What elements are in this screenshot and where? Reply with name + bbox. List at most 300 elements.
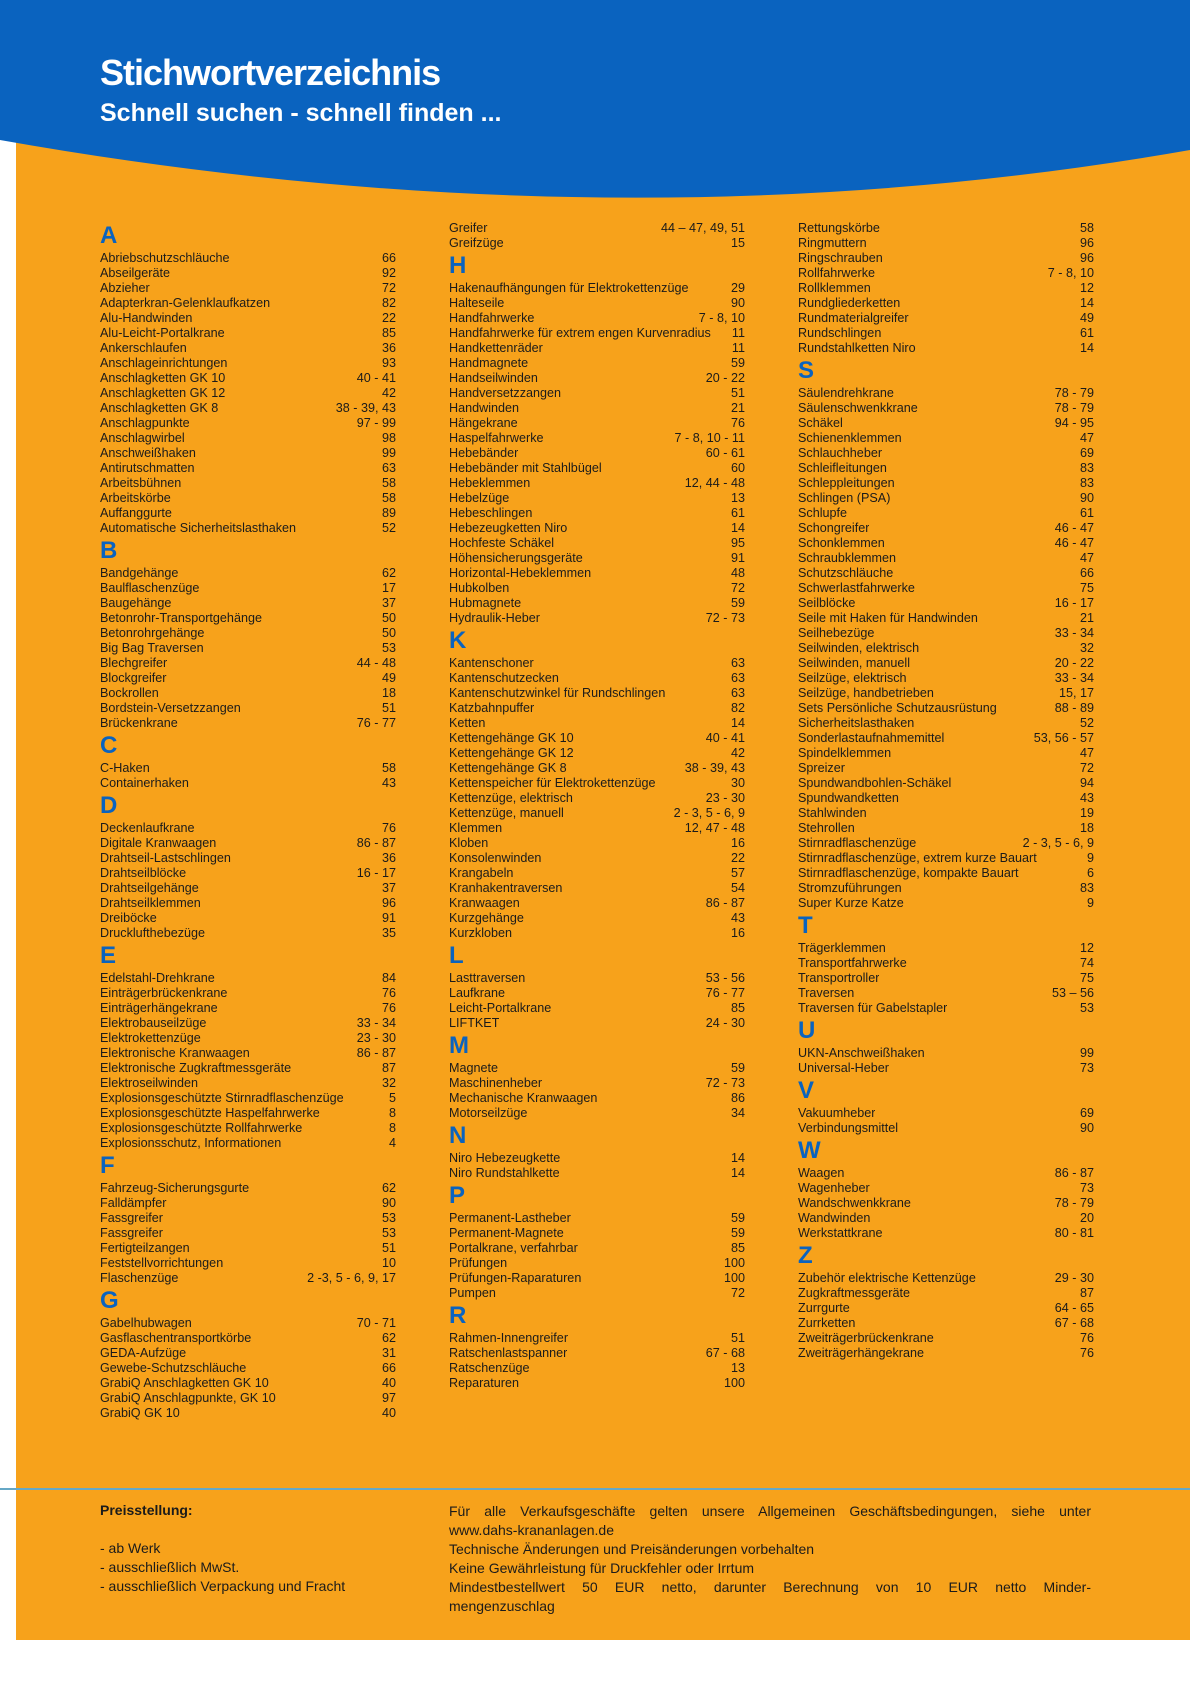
index-entry: [449, 836, 745, 851]
index-entry: [798, 566, 1094, 581]
entry-term: Traversen: [798, 986, 855, 1000]
index-entry: [100, 326, 396, 341]
index-entry: [449, 656, 745, 671]
index-entry: [449, 1016, 745, 1031]
entry-pages: 72: [1079, 761, 1094, 775]
entry-term: Werkstattkrane: [798, 1226, 883, 1240]
entry-term: Fahrzeug-Sicherungsgurte: [100, 1181, 250, 1195]
entry-term: Rettungskörbe: [798, 221, 880, 235]
entry-term: Stahlwinden: [798, 806, 867, 820]
index-entry: [100, 281, 396, 296]
entry-term: Portalkrane, verfahrbar: [449, 1241, 578, 1255]
index-entry: [100, 836, 396, 851]
index-entry: [100, 641, 396, 656]
index-entry: [798, 1211, 1094, 1226]
entry-term: Traversen für Gabelstapler: [798, 1001, 948, 1015]
section-letter: C: [100, 732, 118, 759]
index-entry: [449, 401, 745, 416]
entry-term: Ringschrauben: [798, 251, 883, 265]
entry-pages: 75: [1079, 581, 1094, 595]
entry-term: Kettengehänge GK 12: [449, 746, 574, 760]
entry-pages: 75: [1079, 971, 1094, 985]
index-entry: [798, 1061, 1094, 1076]
entry-pages: 33 - 34: [1054, 626, 1094, 640]
index-entry: [798, 1121, 1094, 1136]
entry-term: Hochfeste Schäkel: [449, 536, 555, 550]
entry-term: Zurrgurte: [798, 1301, 850, 1315]
entry-pages: 85: [730, 1241, 745, 1255]
index-entry: [100, 1106, 396, 1121]
index-entry: [449, 416, 745, 431]
entry-term: Verbindungsmittel: [798, 1121, 899, 1135]
entry-term: Wandschwenkkrane: [798, 1196, 911, 1210]
entry-term: Permanent-Lastheber: [449, 1211, 571, 1225]
entry-pages: 42: [381, 386, 396, 400]
entry-pages: 64 - 65: [1054, 1301, 1094, 1315]
entry-term: Alu-Handwinden: [100, 311, 193, 325]
index-entry: [798, 641, 1094, 656]
entry-pages: 86 - 87: [356, 836, 396, 850]
index-entry: [449, 1211, 745, 1226]
index-entry: [100, 431, 396, 446]
entry-term: Horizontal-Hebeklemmen: [449, 566, 592, 580]
entry-pages: 42: [730, 746, 745, 760]
index-entry: [798, 731, 1094, 746]
index-entry: [100, 461, 396, 476]
entry-pages: 90: [1079, 491, 1094, 505]
entry-term: Zweiträgerhängekrane: [798, 1346, 925, 1360]
entry-term: Arbeitsbühnen: [100, 476, 182, 490]
section-letter: G: [100, 1287, 119, 1314]
entry-pages: 50: [381, 611, 396, 625]
index-entry: [100, 1316, 396, 1331]
entry-pages: 82: [730, 701, 745, 715]
index-entry: [100, 1001, 396, 1016]
entry-term: Flaschenzüge: [100, 1271, 179, 1285]
entry-term: Waagen: [798, 1166, 845, 1180]
entry-pages: 82: [381, 296, 396, 310]
index-entry: [100, 1241, 396, 1256]
entry-term: Brückenkrane: [100, 716, 178, 730]
entry-pages: 23 - 30: [356, 1031, 396, 1045]
index-entry: [798, 1106, 1094, 1121]
entry-term: Gasflaschentransportkörbe: [100, 1331, 252, 1345]
index-entry: [100, 656, 396, 671]
entry-term: Kurzgehänge: [449, 911, 524, 925]
entry-term: Hebeklemmen: [449, 476, 531, 490]
entry-term: Schleifleitungen: [798, 461, 887, 475]
entry-pages: 86: [730, 1091, 745, 1105]
entry-term: Prüfungen: [449, 1256, 508, 1270]
entry-pages: 40: [381, 1376, 396, 1390]
entry-pages: 86 - 87: [1054, 1166, 1094, 1180]
entry-pages: 14: [730, 521, 745, 535]
entry-term: Drucklufthebezüge: [100, 926, 206, 940]
section-letter: K: [449, 627, 467, 654]
index-entry: [798, 1226, 1094, 1241]
index-entry: [449, 536, 745, 551]
entry-pages: 74: [1079, 956, 1094, 970]
index-entry: [100, 776, 396, 791]
price-term-item: - ausschließlich MwSt.: [100, 1559, 240, 1575]
entry-term: Gabelhubwagen: [100, 1316, 192, 1330]
entry-pages: 14: [730, 716, 745, 730]
index-entry: [798, 611, 1094, 626]
entry-pages: 59: [730, 1211, 745, 1225]
entry-pages: 62: [381, 1181, 396, 1195]
entry-pages: 15, 17: [1058, 686, 1094, 700]
index-entry: [798, 1001, 1094, 1016]
entry-pages: 86 - 87: [356, 1046, 396, 1060]
entry-pages: 83: [1079, 476, 1094, 490]
entry-pages: 13: [730, 491, 745, 505]
entry-pages: 53, 56 - 57: [1033, 731, 1094, 745]
entry-term: Niro Rundstahlkette: [449, 1166, 560, 1180]
entry-term: Edelstahl-Drehkrane: [100, 971, 215, 985]
index-entry: [100, 1361, 396, 1376]
entry-term: Einträgerbrückenkrane: [100, 986, 228, 1000]
entry-pages: 5: [388, 1091, 396, 1105]
entry-pages: 46 - 47: [1054, 536, 1094, 550]
index-entry: [798, 1286, 1094, 1301]
index-entry: [449, 446, 745, 461]
entry-term: Fassgreifer: [100, 1211, 163, 1225]
entry-term: Mechanische Kranwaagen: [449, 1091, 598, 1105]
entry-pages: 33 - 34: [356, 1016, 396, 1030]
entry-term: GEDA-Aufzüge: [100, 1346, 187, 1360]
entry-pages: 22: [381, 311, 396, 325]
entry-term: Elektrobauseilzüge: [100, 1016, 207, 1030]
index-entry: [798, 881, 1094, 896]
entry-pages: 99: [1079, 1046, 1094, 1060]
entry-pages: 97: [381, 1391, 396, 1405]
entry-term: Schienenklemmen: [798, 431, 902, 445]
index-entry: [100, 251, 396, 266]
index-entry: [798, 236, 1094, 251]
entry-pages: 58: [1079, 221, 1094, 235]
index-entry: [449, 1331, 745, 1346]
entry-pages: 100: [723, 1271, 745, 1285]
index-entry: [449, 1286, 745, 1301]
index-entry: [100, 506, 396, 521]
index-entry: [449, 296, 745, 311]
index-entry: [449, 701, 745, 716]
entry-pages: 83: [1079, 461, 1094, 475]
entry-term: Auffanggurte: [100, 506, 172, 520]
index-entry: [100, 1091, 396, 1106]
index-entry: [100, 1256, 396, 1271]
entry-pages: 76: [1079, 1346, 1094, 1360]
entry-term: Schlupfe: [798, 506, 848, 520]
index-entry: [449, 221, 745, 236]
index-entry: [449, 236, 745, 251]
index-entry: [798, 1331, 1094, 1346]
entry-term: Elektrokettenzüge: [100, 1031, 201, 1045]
entry-term: Anschlageinrichtungen: [100, 356, 228, 370]
index-entry: [798, 1196, 1094, 1211]
index-entry: [100, 821, 396, 836]
entry-term: Big Bag Traversen: [100, 641, 204, 655]
entry-pages: 52: [1079, 716, 1094, 730]
entry-pages: 35: [381, 926, 396, 940]
index-entry: [798, 536, 1094, 551]
entry-pages: 53: [381, 1211, 396, 1225]
entry-term: Krangabeln: [449, 866, 514, 880]
index-entry: [100, 1061, 396, 1076]
index-column-1: [100, 221, 396, 1421]
entry-pages: 59: [730, 1061, 745, 1075]
section-letter: N: [449, 1122, 467, 1149]
entry-term: Schäkel: [798, 416, 843, 430]
entry-term: Betonrohr-Transportgehänge: [100, 611, 262, 625]
entry-term: C-Haken: [100, 761, 150, 775]
entry-pages: 62: [381, 566, 396, 580]
entry-pages: 51: [730, 386, 745, 400]
entry-term: Handfahrwerke: [449, 311, 535, 325]
entry-term: Hakenaufhängungen für Elektrokettenzüge: [449, 281, 689, 295]
entry-term: Elektronische Kranwaagen: [100, 1046, 250, 1060]
entry-pages: 16: [730, 836, 745, 850]
entry-pages: 66: [381, 251, 396, 265]
entry-pages: 9: [1086, 851, 1094, 865]
entry-pages: 96: [1079, 251, 1094, 265]
section-letter: U: [798, 1017, 816, 1044]
index-entry: [798, 866, 1094, 881]
index-entry: [100, 716, 396, 731]
entry-term: Magnete: [449, 1061, 499, 1075]
legal-notes: [449, 1502, 1091, 1616]
entry-term: Haspelfahrwerke: [449, 431, 544, 445]
index-entry: [449, 911, 745, 926]
entry-term: Lasttraversen: [449, 971, 526, 985]
section-letter: S: [798, 357, 815, 384]
entry-pages: 76: [381, 986, 396, 1000]
index-entry: [798, 836, 1094, 851]
index-entry: [449, 806, 745, 821]
index-entry: [798, 326, 1094, 341]
entry-term: Sonderlastaufnahmemittel: [798, 731, 945, 745]
entry-term: Greifzüge: [449, 236, 504, 250]
warranty-notice: Keine Gewährleistung für Druckfehler oder Irrtum: [449, 1560, 755, 1576]
entry-pages: 33 - 34: [1054, 671, 1094, 685]
index-entry: [449, 611, 745, 626]
entry-term: Handmagnete: [449, 356, 529, 370]
entry-pages: 95: [730, 536, 745, 550]
entry-term: Säulendrehkrane: [798, 386, 894, 400]
entry-pages: 49: [381, 671, 396, 685]
entry-term: Baugehänge: [100, 596, 172, 610]
entry-pages: 32: [1079, 641, 1094, 655]
index-entry: [798, 221, 1094, 236]
index-entry: [449, 821, 745, 836]
entry-term: Rundgliederketten: [798, 296, 901, 310]
entry-pages: 96: [381, 896, 396, 910]
index-entry: [449, 1241, 745, 1256]
index-entry: [100, 896, 396, 911]
entry-pages: 43: [381, 776, 396, 790]
entry-term: Antirutschmatten: [100, 461, 195, 475]
entry-term: Blechgreifer: [100, 656, 168, 670]
entry-term: Rollklemmen: [798, 281, 871, 295]
index-entry: [100, 266, 396, 281]
entry-pages: 44 – 47, 49, 51: [660, 221, 745, 235]
index-entry: [798, 281, 1094, 296]
entry-term: Elektroseilwinden: [100, 1076, 199, 1090]
entry-term: Laufkrane: [449, 986, 506, 1000]
index-entry: [798, 596, 1094, 611]
index-entry: [798, 1301, 1094, 1316]
index-entry: [798, 971, 1094, 986]
index-entry: [798, 626, 1094, 641]
entry-term: Handseilwinden: [449, 371, 538, 385]
entry-pages: 37: [381, 596, 396, 610]
index-entry: [100, 1346, 396, 1361]
index-entry: [100, 611, 396, 626]
entry-pages: 40 - 41: [705, 731, 745, 745]
index-entry: [100, 866, 396, 881]
entry-pages: 12: [1079, 941, 1094, 955]
price-terms: [100, 1502, 400, 1596]
index-column-3: [798, 221, 1094, 1361]
entry-pages: 36: [381, 341, 396, 355]
entry-pages: 40 - 41: [356, 371, 396, 385]
section-letter: W: [798, 1137, 821, 1164]
entry-pages: 76 - 77: [705, 986, 745, 1000]
entry-pages: 14: [730, 1166, 745, 1180]
entry-term: Katzbahnpuffer: [449, 701, 535, 715]
entry-term: Feststellvorrichtungen: [100, 1256, 224, 1270]
index-entry: [798, 746, 1094, 761]
index-entry: [100, 881, 396, 896]
index-entry: [100, 581, 396, 596]
entry-pages: 63: [730, 686, 745, 700]
entry-term: Seilwinden, elektrisch: [798, 641, 920, 655]
index-entry: [798, 251, 1094, 266]
entry-pages: 61: [730, 506, 745, 520]
price-term-item: - ab Werk: [100, 1540, 161, 1556]
entry-pages: 93: [381, 356, 396, 370]
index-column-2: [449, 221, 745, 1391]
index-entry: [449, 986, 745, 1001]
entry-pages: 12, 44 - 48: [684, 476, 745, 490]
entry-pages: 16: [730, 926, 745, 940]
entry-term: Konsolenwinden: [449, 851, 542, 865]
index-entry: [100, 296, 396, 311]
entry-term: Hebezeugketten Niro: [449, 521, 568, 535]
index-entry: [100, 761, 396, 776]
entry-term: Falldämpfer: [100, 1196, 167, 1210]
index-entry: [798, 521, 1094, 536]
entry-pages: 97 - 99: [356, 416, 396, 430]
entry-pages: 24 - 30: [705, 1016, 745, 1030]
index-entry: [100, 1181, 396, 1196]
entry-pages: 47: [1079, 746, 1094, 760]
entry-term: Abseilgeräte: [100, 266, 171, 280]
entry-pages: 15: [730, 236, 745, 250]
index-entry: [449, 1001, 745, 1016]
entry-term: Fassgreifer: [100, 1226, 163, 1240]
entry-term: UKN-Anschweißhaken: [798, 1046, 925, 1060]
entry-term: Kettengehänge GK 10: [449, 731, 574, 745]
entry-term: Handversetzzangen: [449, 386, 562, 400]
page-title: Stichwortverzeichnis: [100, 52, 441, 93]
entry-pages: 21: [730, 401, 745, 415]
entry-term: Schwerlastfahrwerke: [798, 581, 915, 595]
entry-term: Automatische Sicherheitslasthaken: [100, 521, 297, 535]
entry-pages: 12: [1079, 281, 1094, 295]
entry-pages: 78 - 79: [1054, 401, 1094, 415]
index-entry: [100, 371, 396, 386]
entry-term: Abriebschutzschläuche: [100, 251, 230, 265]
index-entry: [449, 311, 745, 326]
entry-term: Anschweißhaken: [100, 446, 196, 460]
entry-pages: 37: [381, 881, 396, 895]
entry-pages: 17: [381, 581, 396, 595]
entry-pages: 43: [1079, 791, 1094, 805]
index-entry: [449, 461, 745, 476]
index-entry: [449, 1376, 745, 1391]
index-entry: [798, 416, 1094, 431]
price-terms-heading: Preisstellung:: [100, 1502, 193, 1518]
entry-term: Ankerschlaufen: [100, 341, 187, 355]
index-entry: [449, 926, 745, 941]
entry-pages: 69: [1079, 446, 1094, 460]
index-entry: [449, 341, 745, 356]
index-entry: [100, 701, 396, 716]
entry-term: Hubkolben: [449, 581, 510, 595]
index-entry: [100, 1211, 396, 1226]
entry-pages: 22: [730, 851, 745, 865]
index-entry: [100, 1196, 396, 1211]
index-entry: [449, 1061, 745, 1076]
entry-pages: 100: [723, 1256, 745, 1270]
entry-term: Seilhebezüge: [798, 626, 875, 640]
website-link[interactable]: www.dahs-krananlagen.de: [449, 1522, 614, 1538]
index-entry: [100, 926, 396, 941]
entry-term: Seilblöcke: [798, 596, 856, 610]
entry-pages: 53: [381, 1226, 396, 1240]
minimum-order-notice: Mindestbestellwert 50 EUR netto, darunter Berechnung von 10 EUR netto Minder-: [449, 1579, 1091, 1595]
entry-pages: 59: [730, 356, 745, 370]
entry-term: Kantenschutzwinkel für Rundschlingen: [449, 686, 666, 700]
entry-term: GrabiQ GK 10: [100, 1406, 180, 1420]
entry-pages: 47: [1079, 431, 1094, 445]
entry-pages: 34: [730, 1106, 745, 1120]
index-entry: [449, 1256, 745, 1271]
entry-term: Containerhaken: [100, 776, 189, 790]
entry-term: Halteseile: [449, 296, 505, 310]
entry-term: Pumpen: [449, 1286, 496, 1300]
index-entry: [449, 1076, 745, 1091]
entry-pages: 52: [381, 521, 396, 535]
index-entry: [449, 476, 745, 491]
index-entry: [449, 491, 745, 506]
entry-pages: 38 - 39, 43: [335, 401, 396, 415]
section-letter: Z: [798, 1242, 813, 1269]
index-entry: [100, 1391, 396, 1406]
entry-term: Drahtseil-Lastschlingen: [100, 851, 231, 865]
entry-term: Schlingen (PSA): [798, 491, 891, 505]
index-entry: [449, 551, 745, 566]
entry-pages: 2 - 3, 5 - 6, 9: [673, 806, 745, 820]
index-entry: [100, 386, 396, 401]
entry-term: Wagenheber: [798, 1181, 870, 1195]
entry-term: Ketten: [449, 716, 486, 730]
entry-term: Dreiböcke: [100, 911, 157, 925]
index-entry: [100, 686, 396, 701]
entry-pages: 60 - 61: [705, 446, 745, 460]
index-entry: [798, 476, 1094, 491]
